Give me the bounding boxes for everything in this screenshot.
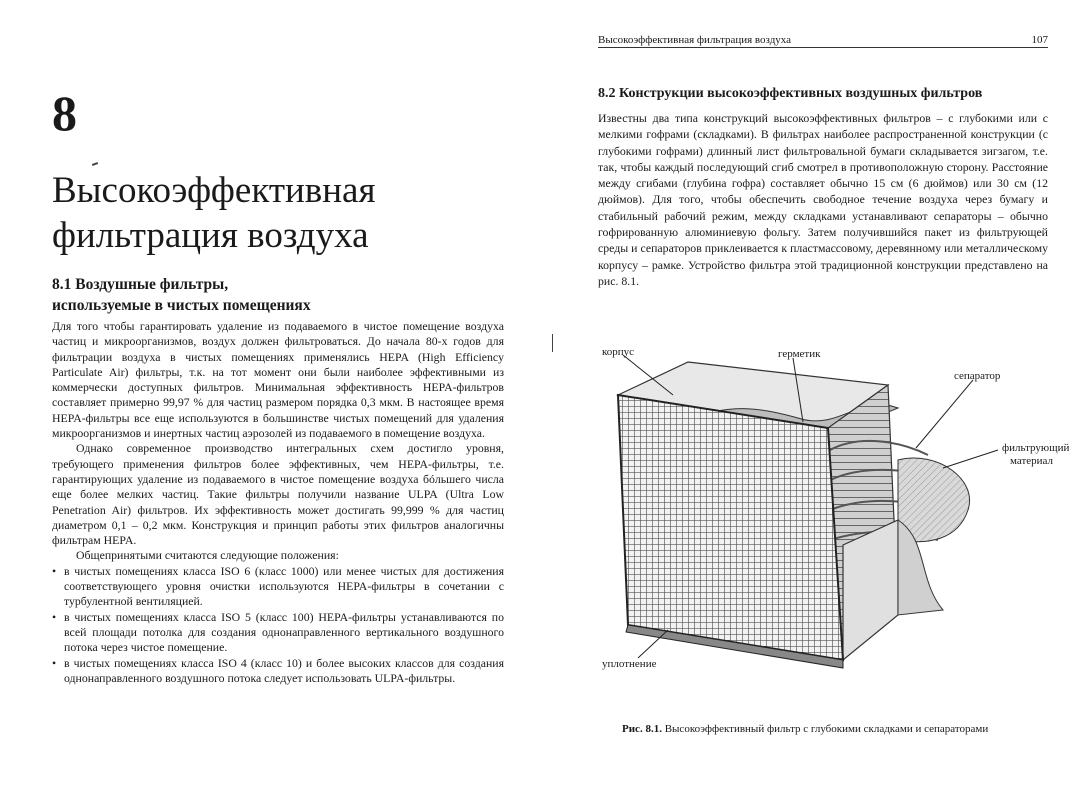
label-body: корпус xyxy=(602,346,635,358)
chapter-title-line-1: Высокоэффективная xyxy=(52,170,376,211)
page-number: 107 xyxy=(1031,34,1048,46)
figure-8-1 xyxy=(598,340,1068,700)
label-gasket: уплотнение xyxy=(602,658,657,670)
label-media-1: фильтрующий xyxy=(1002,442,1070,454)
label-sealant: герметик xyxy=(778,348,821,360)
bullet-list xyxy=(52,564,504,686)
paragraph-3: Общепринятыми считаются следующие положения: xyxy=(76,548,339,563)
chapter-number: 8 xyxy=(52,85,77,141)
leader-separator xyxy=(916,380,973,448)
leader-media xyxy=(943,450,998,468)
section-title-8-2: 8.2 Конструкции высокоэффективных воздушных фильтров xyxy=(598,86,983,101)
bullet-item-2: • в чистых помещениях класса ISO 5 (класс 100) HEPA-фильтры устанавливаются по всей площади потолка для создания однонаправленного вертикального воздушного потока через чистое помещение. xyxy=(52,610,504,656)
left-body-text xyxy=(52,319,504,686)
paragraph-1: Для того чтобы гарантировать удаление из подаваемого в чистое помещение воздуха частиц и микроорганизмов, воздух должен фильтроваться. До начала 80-х годов для фильтрации воздуха в чистых помещениях применялись HEPA (High Efficiency Particulate Air) фильтры, т.к. на тот момент они были наиболее эффективными из коммерчески доступных фильтров. Минимальная эффективность HEPA-фильтров составляет примерно 99,97 % для частиц размером порядка 0,3 мкм. В настоящее время HEPA-фильтры все еще используются в большинстве чистых помещений для удаления микроорганизмов и инертных частиц аэрозолей из подаваемого в помещение воздуха. xyxy=(52,319,504,441)
bullet-item-3: • в чистых помещениях класса ISO 4 (класс 10) и более высоких классов для создания однонаправленного воздушного потока следует использовать ULPA-фильтры. xyxy=(52,656,504,687)
right-body-text: Известны два типа конструкций высокоэффективных фильтров – с глубокими или с мелкими гофрами (складками). В фильтрах наиболее распространенной конструкции (с глубокими гофрами) длинный лист фильтровальной бумаги складывается зигзагом, т.е. так, чтобы каждый последующий сгиб смотрел в противоположную сторону. Расстояние между сгибами (глубина гофра) составляет обычно 15 см (6 дюймов) или 30 см (12 дюймов). Для того, чтобы обеспечить свободное течение воздуха через бумагу и стабильный рабочий режим, между складками устанавливают сепараторы – обычно гофрированную алюминиевую фольгу. Затем получившийся пакет из фильтрующей среды и сепараторов приклеивается к пластмассовому, деревянному или металлическому корпусу – рамке. Устройство фильтра этой традиционной конструкции представлено на рис. 8.1. xyxy=(598,111,1048,288)
scan-mark xyxy=(92,162,98,166)
label-media-2: материал xyxy=(1010,455,1054,467)
running-head-title: Высокоэффективная фильтрация воздуха xyxy=(598,34,792,46)
chapter-title-line-2: фильтрация воздуха xyxy=(52,215,369,256)
front-face xyxy=(618,395,843,660)
caption-lead: Рис. 8.1. xyxy=(622,723,662,735)
frame-side xyxy=(843,520,898,660)
bullet-item-1: • в чистых помещениях класса ISO 6 (класс 1000) или менее чистых для достижения соответствующего уровня очистки используются HEPA-фильтры в сочетании с турбулентной вентиляцией. xyxy=(52,564,504,610)
running-head xyxy=(598,34,1048,48)
section-title-line-2: используемые в чистых помещениях xyxy=(52,297,311,314)
label-separator: сепаратор xyxy=(954,370,1001,382)
figure-caption xyxy=(622,723,988,735)
caption-text: Высокоэффективный фильтр с глубокими складками и сепараторами xyxy=(664,723,989,735)
paragraph-2: Однако современное производство интегральных схем достигло уровня, требующего применения фильтров более эффективных, чем HEPA-фильтры, т.е. гарантирующих удаление из подаваемого в чистое помещение воздуха бóльшего числа еще более мелких частиц. Такие фильтры получили название ULPA (Ultra Low Penetration Air) фильтров. Их эффективность может достигать 99,999 % для частиц диаметром 0,1 – 0,2 мкм. Конструкция и принцип работы этих фильтров аналогичны фильтрам HEPA. xyxy=(52,441,504,548)
right-page xyxy=(540,0,1079,792)
section-title-8-1 xyxy=(52,274,311,316)
gutter-mark xyxy=(552,334,553,352)
section-title-line-1: 8.1 Воздушные фильтры, xyxy=(52,276,229,293)
filter-illustration xyxy=(598,340,1068,700)
chapter-title xyxy=(52,168,376,258)
